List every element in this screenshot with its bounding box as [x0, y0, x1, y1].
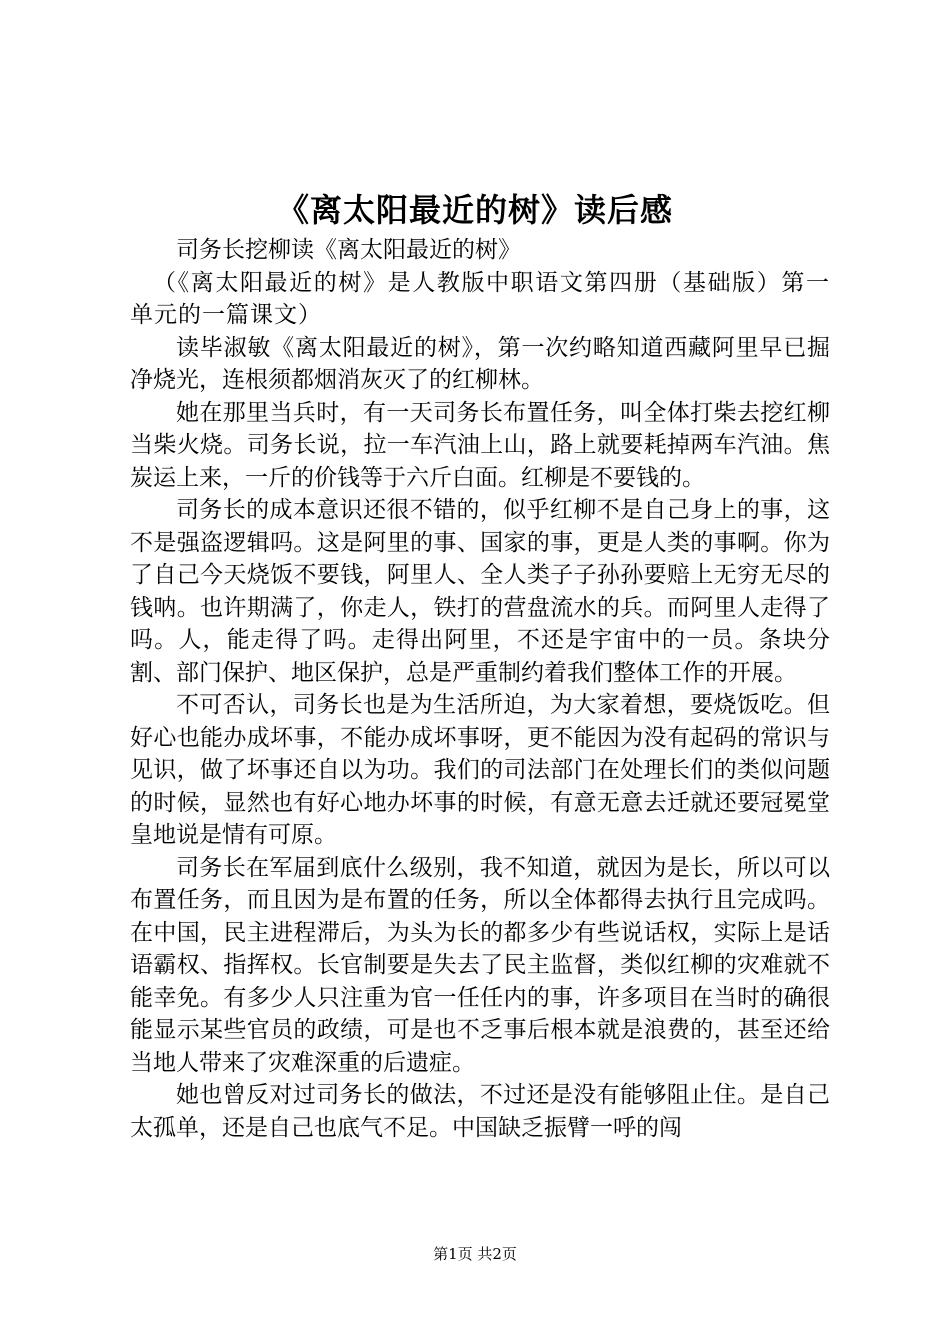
- paragraph: 她也曾反对过司务长的做法，不过还是没有能够阻止住。是自己太孤单，还是自己也底气不足。中国缺乏振臂一呼的闯: [130, 1082, 830, 1141]
- document-title: 《离太阳最近的树》读后感: [276, 191, 673, 229]
- paragraph: 司务长的成本意识还很不错的，似乎红柳不是自己身上的事，这不是强盗逻辑吗。这是阿里的事、国家的事，更是人类的事啊。你为了自己今天烧饭不要钱，阿里人、全人类子子孙孙要赔上无穷无尽的钱呐。也许期满了，你走人，铁打的营盘流水的兵。而阿里人走得了吗。人，能走得了吗。走得出阿里，不还是宇宙中的一员。条块分割、部门保护、地区保护，总是严重制约着我们整体工作的开展。: [130, 497, 830, 686]
- page-number: 第1页 共2页: [433, 1245, 517, 1263]
- paragraph: 司务长在军届到底什么级别，我不知道，就因为是长，所以可以布置任务，而且因为是布置的任务，所以全体都得去执行且完成吗。在中国，民主进程滞后，为头为长的都多少有些说话权，实际上是话语霸权、指挥权。长官制要是失去了民主监督，类似红柳的灾难就不能幸免。有多少人只注重为官一任任内的事，许多项目在当时的确很能显示某些官员的政绩，可是也不乏事后根本就是浪费的，甚至还给当地人带来了灾难深重的后遗症。: [130, 854, 830, 1076]
- paragraph: 不可否认，司务长也是为生活所迫，为大家着想，要烧饭吃。但好心也能办成坏事，不能办成坏事呀，更不能因为没有起码的常识与见识，做了坏事还自以为功。我们的司法部门在处理长们的类似问题的时候，显然也有好心地办坏事的时候，有意无意去迁就还要冠冕堂皇地说是情有可原。: [130, 692, 830, 848]
- paragraph-subtitle: 司务长挖柳读《离太阳最近的树》: [176, 237, 521, 263]
- paragraph: 读毕淑敏《离太阳最近的树》，第一次约略知道西藏阿里早已掘净烧光，连根须都烟消灰灭了的红柳林。: [130, 334, 830, 393]
- paragraph: 她在那里当兵时，有一天司务长布置任务，叫全体打柴去挖红柳当柴火烧。司务长说，拉一车汽油上山，路上就要耗掉两车汽油。焦炭运上来，一斤的价钱等于六斤白面。红柳是不要钱的。: [130, 399, 830, 491]
- document-body: [130, 234, 830, 1144]
- paragraph-note: （《离太阳最近的树》是人教版中职语文第四册（基础版）第一单元的一篇课文）: [130, 269, 830, 328]
